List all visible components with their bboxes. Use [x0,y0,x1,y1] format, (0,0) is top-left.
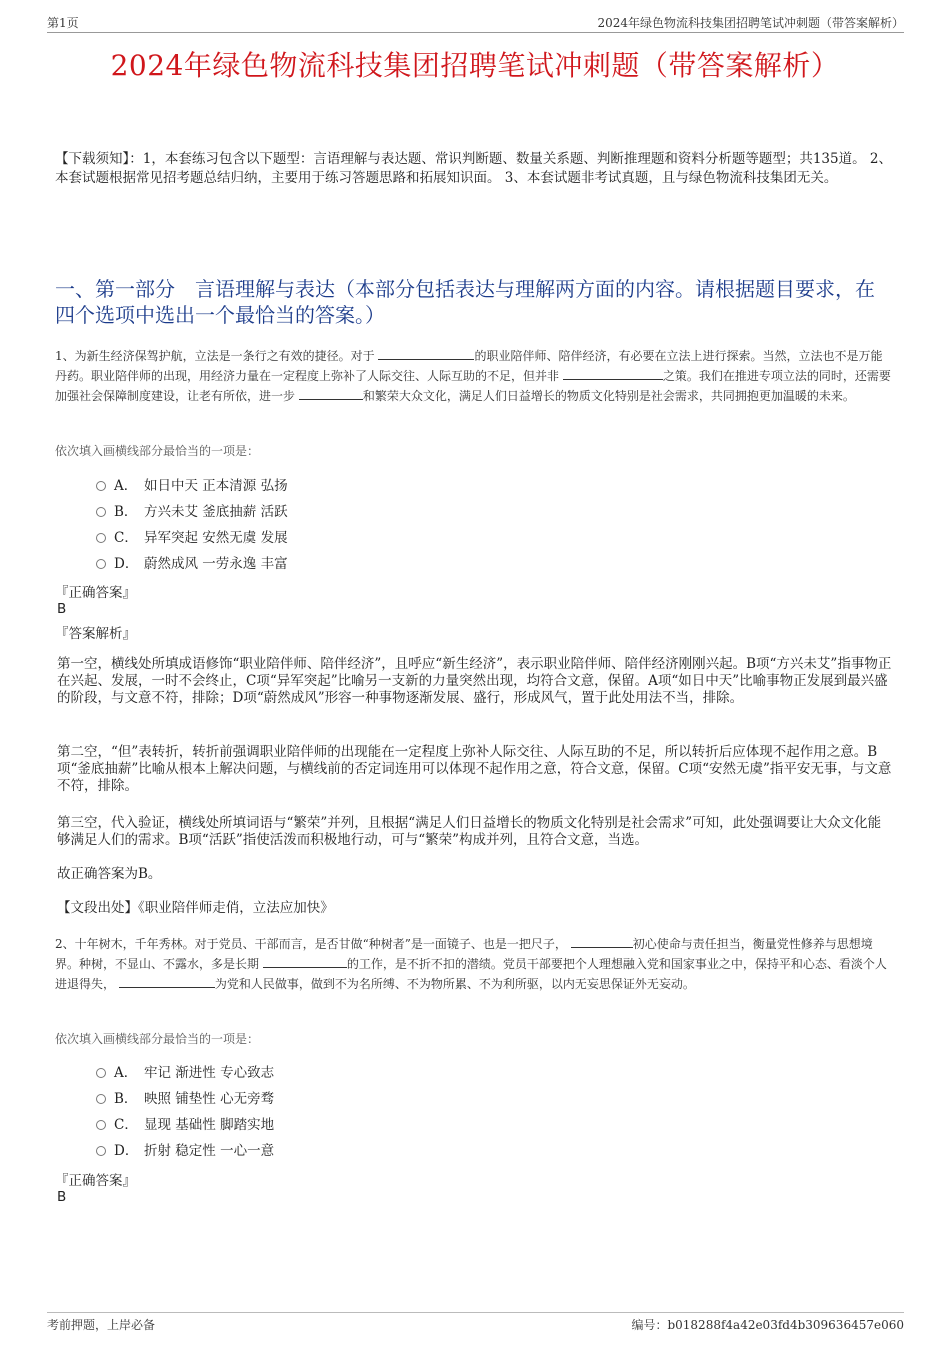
question-1-option-c[interactable]: C． 异军突起 安然无虞 发展 [96,528,288,548]
radio-icon[interactable] [96,507,106,517]
document-title: 2024年绿色物流科技集团招聘笔试冲刺题（带答案解析） [110,49,840,82]
blank [119,974,215,988]
radio-icon[interactable] [96,1094,106,1104]
footer-slogan: 考前押题，上岸必备 [47,1318,156,1332]
question-2-text: 2、十年树木，千年秀林。对于党员、干部而言，是否甘做“种树者”是一面镜子、也是一把尺子， 初心使命与责任担当，衡量党性修养与思想境界。种树，不显山、不露水，多是长期 的工作，是不折不扣的潜绩。党员干部要把个人理想融入党和国家事业之中，保持平和心态、看淡个人进退得失， 为党和人民做事，做到不为名所缚、不为物所累、不为利所驱，以内无妄思保证外无妄动。 [55,934,894,994]
analysis-paragraph: 第一空，横线处所填成语修饰“职业陪伴师、陪伴经济”，且呼应“新生经济”，表示职业陪伴师、陪伴经济刚刚兴起。B项“方兴未艾”指事物正在兴起、发展，一时不会终止，C项“异军突起”比喻另一支新的力量突然出现，均符合文意，保留。A项“如日中天”比喻事物正发展到最兴盛的阶段，与文意不符，排除；D项“蔚然成风”形容一种事物逐渐发展、盛行，形成风气，置于此处用法不当，排除。 [57,656,892,706]
page-header [47,14,904,33]
question-2-answer-label: 『正确答案』 [55,1173,136,1189]
question-1-option-a[interactable]: A． 如日中天 正本清源 弘扬 [96,476,288,496]
question-1-option-b[interactable]: B． 方兴未艾 釜底抽薪 活跃 [96,502,288,522]
question-1-answer-label: 『正确答案』 [55,585,136,601]
question-1-prompt: 依次填入画横线部分最恰当的一项是： [55,444,260,458]
question-2-prompt: 依次填入画横线部分最恰当的一项是： [55,1032,260,1046]
question-2-option-b[interactable]: B． 映照 铺垫性 心无旁骛 [96,1089,274,1109]
radio-icon[interactable] [96,1146,106,1156]
blank [571,934,633,948]
analysis-paragraph: 第三空，代入验证，横线处所填词语与“繁荣”并列，且根据“满足人们日益增长的物质文化特别是社会需求”可知，此处强调要让大众文化能够满足人们的需求。B项“活跃”指使活泼而积极地行动，可与“繁荣”构成并列，且符合文意，当选。 [57,815,882,848]
page-footer [47,1312,904,1333]
download-notice: 【下载须知】：1，本套练习包含以下题型：言语理解与表达题、常识判断题、数量关系题、判断推理题和资料分析题等题型；共135道。 2、本套试题根据常见招考题总结归纳，主要用于练习答题思路和拓展知识面。 3、本套试题非考试真题，且与绿色物流科技集团无关。 [55,151,892,186]
question-2-answer: B [57,1189,67,1205]
question-1-text: 1、为新生经济保驾护航，立法是一条行之有效的捷径。对于 的职业陪伴师、陪伴经济，有必要在立法上进行探索。当然，立法也不是万能丹药。职业陪伴师的出现，用经济力量在一定程度上弥补了人际交往、人际互助的不足，但并非 之策。我们在推进专项立法的同时，还需要加强社会保障制度建设，让老有所依，进一步 和繁荣大众文化，满足人们日益增长的物质文化特别是社会需求，共同拥抱更加温暖的未来。 [55,346,894,406]
radio-icon[interactable] [96,533,106,543]
question-2-option-d[interactable]: D． 折射 稳定性 一心一意 [96,1141,274,1161]
question-1-option-d[interactable]: D． 蔚然成风 一劳永逸 丰富 [96,554,288,574]
source-citation: 【文段出处】《职业陪伴师走俏，立法应加快》 [57,900,334,916]
radio-icon[interactable] [96,481,106,491]
section-heading: 一、第一部分 言语理解与表达（本部分包括表达与理解两方面的内容。请根据题目要求，在四个选项中选出一个最恰当的答案。） [55,277,875,327]
blank [299,386,363,400]
question-2-option-c[interactable]: C． 显现 基础性 脚踏实地 [96,1115,274,1135]
document-serial: 编号：b018288f4a42e03fd4b309636457e060 [631,1318,904,1332]
radio-icon[interactable] [96,1068,106,1078]
header-doc-title: 2024年绿色物流科技集团招聘笔试冲刺题（带答案解析） [597,16,904,30]
analysis-conclusion: 故正确答案为B。 [57,866,162,882]
question-1-answer: B [57,601,67,617]
radio-icon[interactable] [96,1120,106,1130]
analysis-paragraph: 第二空，“但”表转折，转折前强调职业陪伴师的出现能在一定程度上弥补人际交往、人际互助的不足，所以转折后应体现不起作用之意。B项“釜底抽薪”比喻从根本上解决问题，与横线前的否定词连用可以体现不起作用之意，符合文意，保留。C项“安然无虞”指平安无事，与文意不符，排除。 [57,744,892,794]
blank [563,366,663,380]
radio-icon[interactable] [96,559,106,569]
page-number: 第1页 [47,16,79,30]
blank [263,954,347,968]
question-1-analysis-label: 『答案解析』 [55,626,136,642]
blank [378,346,474,360]
question-2-option-a[interactable]: A． 牢记 渐进性 专心致志 [96,1063,274,1083]
